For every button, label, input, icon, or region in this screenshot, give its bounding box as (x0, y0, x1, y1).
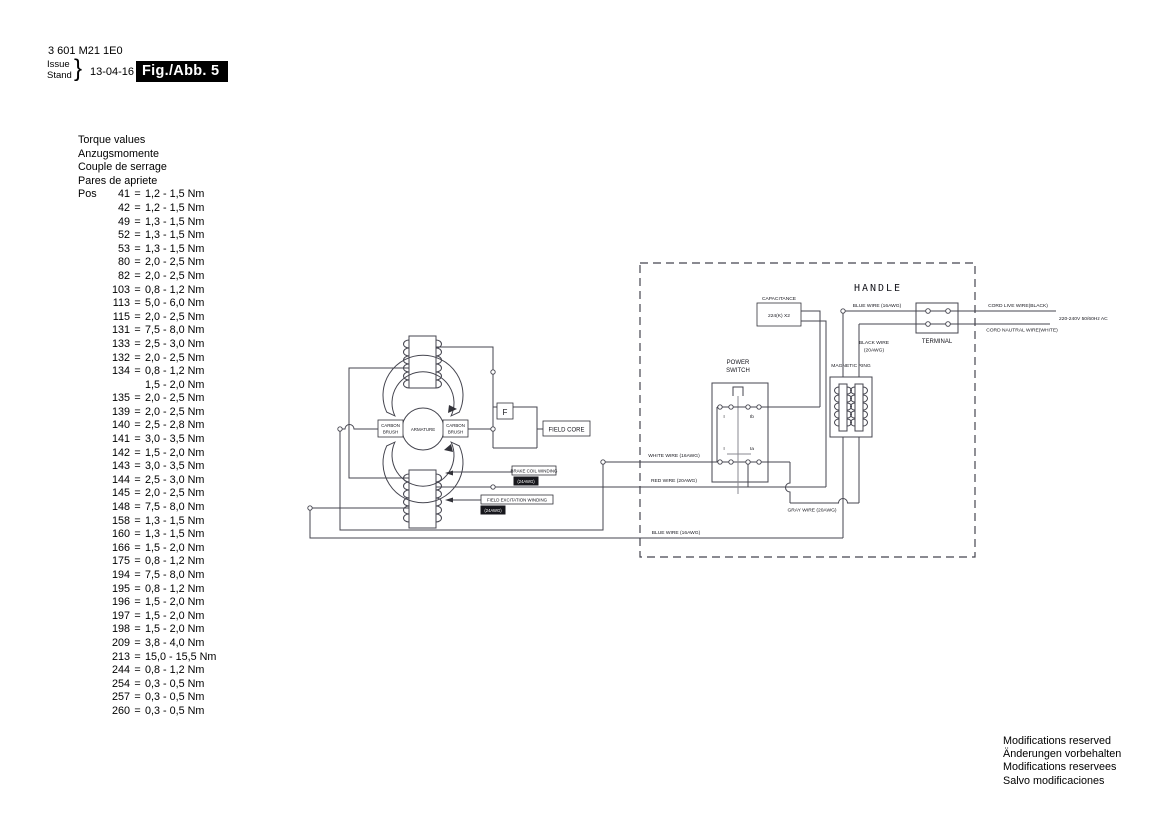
brace-glyph: } (74, 55, 83, 82)
svg-text:FIELD EXCITATION WINDING: FIELD EXCITATION WINDING (486, 497, 548, 503)
junction-nodes (308, 309, 845, 510)
torque-value: 1,3 - 1,5 Nm (145, 229, 205, 242)
torque-pos: 142 (111, 446, 130, 459)
torque-pos: 244 (111, 664, 130, 677)
brake-coil-winding-label (445, 466, 558, 485)
torque-value: 3,8 - 4,0 Nm (145, 636, 205, 649)
gray-wire-label: GRAY WIRE (20AWG) (787, 508, 837, 514)
black-wire-label-2: (20AWG) (863, 348, 885, 354)
terminal-label: TERMINAL (921, 339, 953, 345)
power-switch (712, 360, 820, 494)
torque-eq: = (134, 555, 141, 568)
torque-pos: 131 (111, 324, 130, 337)
torque-value: 2,0 - 2,5 Nm (145, 269, 205, 282)
torque-eq: = (134, 405, 141, 418)
torque-value: 5,0 - 6,0 Nm (145, 297, 205, 310)
svg-text:BRUSH: BRUSH (382, 429, 399, 435)
torque-value: 1,5 - 2,0 Nm (145, 378, 205, 391)
torque-pos: 145 (111, 487, 130, 500)
torque-value: 2,5 - 2,8 Nm (145, 419, 205, 432)
torque-eq: = (134, 704, 141, 717)
torque-value: 7,5 - 8,0 Nm (145, 501, 205, 514)
torque-value: 1,5 - 2,0 Nm (145, 609, 205, 622)
torque-eq: = (134, 664, 141, 677)
torque-value: 1,5 - 2,0 Nm (145, 446, 205, 459)
magnetic-ring (830, 311, 872, 437)
contact-label-tl: I (723, 415, 725, 420)
torque-pos: 195 (111, 582, 130, 595)
torque-pos: 41 (117, 188, 130, 201)
torque-pos: 139 (111, 405, 130, 418)
torque-eq: = (134, 650, 141, 663)
torque-title: Couple de serrage (78, 161, 167, 174)
red-wire-label: RED WIRE (20AWG) (650, 479, 698, 484)
torque-value: 7,5 - 8,0 Nm (145, 569, 205, 581)
modifications-line: Modifications reservees (1003, 761, 1117, 774)
torque-eq: = (134, 569, 141, 581)
torque-pos: 158 (111, 514, 130, 527)
torque-pos: 133 (111, 337, 130, 350)
torque-value: 1,5 - 2,0 Nm (145, 623, 205, 636)
svg-text:POWER: POWER (726, 360, 750, 366)
torque-value: 1,5 - 2,0 Nm (145, 541, 205, 554)
torque-pos: 160 (111, 528, 130, 541)
torque-eq: = (134, 609, 141, 622)
torque-pos: 148 (111, 501, 130, 514)
black-wire-label-1: BLACK WIRE (858, 341, 890, 346)
torque-pos: 115 (112, 310, 130, 323)
capacitance-value: 224(K) X2 (767, 314, 791, 319)
modifications-line: Salvo modificaciones (1003, 774, 1105, 787)
torque-value: 0,8 - 1,2 Nm (145, 664, 205, 677)
torque-pos: 132 (111, 351, 130, 364)
stand-label: Stand (47, 69, 72, 81)
torque-value: 7,5 - 8,0 Nm (145, 324, 205, 337)
svg-text:FIELD CORE: FIELD CORE (548, 427, 585, 434)
torque-pos: 49 (117, 215, 130, 228)
torque-value: 3,0 - 3,5 Nm (145, 460, 205, 473)
armature-label: ARMATURE (410, 427, 436, 432)
svg-text:CARBON: CARBON (446, 423, 465, 428)
torque-pos: 52 (117, 229, 130, 242)
svg-text:F: F (502, 408, 508, 417)
torque-value: 0,8 - 1,2 Nm (145, 582, 205, 595)
torque-eq: = (134, 541, 141, 554)
contact-label-br: Ia (749, 447, 755, 452)
torque-value: 1,2 - 1,5 Nm (145, 201, 205, 214)
blue-wire-bottom-label: BLUE WIRE (16AWG) (651, 531, 701, 536)
svg-text:BRUSH: BRUSH (447, 429, 464, 435)
torque-eq: = (134, 582, 141, 595)
field-excitation-winding-label (445, 495, 553, 514)
contact-label-bl: I (723, 447, 725, 452)
torque-eq: = (134, 269, 141, 282)
torque-value: 1,5 - 2,0 Nm (145, 596, 205, 609)
white-wire-label: WHITE WIRE (16AWG) (648, 454, 700, 459)
contact-label-tr: Ib (749, 415, 755, 420)
torque-pos: 53 (117, 242, 130, 255)
torque-pos: 166 (111, 541, 130, 554)
torque-pos: 143 (111, 460, 130, 473)
torque-eq: = (134, 337, 141, 350)
svg-text:CARBON: CARBON (381, 423, 400, 428)
torque-value: 1,2 - 1,5 Nm (145, 188, 205, 201)
svg-text:(24AWG): (24AWG) (517, 479, 535, 484)
torque-title: Anzugsmomente (78, 147, 160, 160)
torque-pos: 103 (111, 283, 130, 296)
pos-label: Pos (78, 188, 97, 201)
torque-pos: 42 (117, 201, 130, 214)
torque-title: Pares de apriete (78, 174, 158, 187)
torque-value: 1,3 - 1,5 Nm (145, 514, 205, 527)
torque-pos: 196 (111, 596, 130, 609)
torque-eq: = (134, 297, 141, 310)
svg-text:SWITCH: SWITCH (726, 368, 750, 374)
flux-arrow-bottom (444, 444, 453, 452)
torque-value: 3,0 - 3,5 Nm (145, 433, 205, 446)
torque-value: 2,0 - 2,5 Nm (145, 392, 205, 405)
torque-value: 2,0 - 2,5 Nm (145, 256, 205, 269)
torque-value: 1,3 - 1,5 Nm (145, 242, 205, 255)
torque-pos: 260 (111, 704, 130, 717)
torque-value: 0,3 - 0,5 Nm (145, 677, 205, 690)
torque-eq: = (134, 691, 141, 704)
modifications-notice (1003, 735, 1121, 788)
torque-pos: 257 (111, 691, 130, 704)
torque-eq: = (134, 460, 141, 473)
torque-value: 1,3 - 1,5 Nm (145, 528, 205, 541)
torque-pos: 209 (111, 636, 130, 649)
torque-value: 1,3 - 1,5 Nm (145, 215, 205, 228)
torque-pos: 113 (112, 297, 130, 310)
torque-eq: = (134, 501, 141, 514)
torque-eq: = (134, 324, 141, 337)
voltage-label: 220-240V 50/60Hz AC (1059, 317, 1108, 322)
cord-neutral-label: CORD NAUTRAL WIRE(WHITE) (986, 328, 1058, 334)
torque-eq: = (134, 433, 141, 446)
issue-date: 13-04-16 (90, 66, 135, 78)
handle-label: HANDLE (853, 283, 903, 294)
issue-label: Issue (47, 59, 70, 70)
top-field-coil (404, 336, 442, 388)
torque-eq: = (134, 188, 141, 201)
torque-eq: = (134, 229, 141, 242)
cord-live-label: CORD LIVE WIRE(BLACK) (988, 304, 1048, 309)
torque-pos: 82 (117, 269, 130, 282)
bottom-field-coil (404, 470, 442, 528)
torque-value: 0,8 - 1,2 Nm (145, 555, 205, 568)
torque-eq: = (134, 256, 141, 269)
part-number: 3 601 M21 1E0 (48, 45, 123, 57)
terminal-block (843, 303, 1056, 345)
blue-wire-top-label: BLUE WIRE (16AWG) (852, 304, 902, 309)
torque-value: 2,0 - 2,5 Nm (145, 351, 205, 364)
torque-eq: = (134, 596, 141, 609)
capacitance-label: CAPACITANCE (761, 297, 797, 302)
torque-eq: = (134, 242, 141, 255)
torque-eq: = (134, 473, 141, 486)
torque-value: 0,8 - 1,2 Nm (145, 283, 205, 296)
torque-eq: = (134, 419, 141, 432)
figure-label: Fig./Abb. 5 (136, 61, 228, 82)
torque-eq: = (134, 528, 141, 541)
torque-eq: = (134, 201, 141, 214)
modifications-line: Modifications reserved (1003, 735, 1112, 747)
svg-text:BRAKE COIL WINDING: BRAKE COIL WINDING (510, 468, 558, 474)
torque-eq: = (134, 487, 141, 500)
torque-value: 0,3 - 0,5 Nm (145, 704, 205, 717)
torque-eq: = (134, 283, 141, 296)
torque-pos: 197 (111, 609, 130, 622)
field-core-labels (497, 403, 590, 436)
torque-value: 2,5 - 3,0 Nm (145, 337, 205, 350)
torque-eq: = (134, 514, 141, 527)
torque-eq: = (134, 636, 141, 649)
torque-pos: 141 (111, 433, 130, 446)
torque-pos: 213 (111, 650, 130, 663)
torque-eq: = (134, 446, 141, 459)
torque-value: 0,3 - 0,5 Nm (145, 691, 205, 704)
capacitance (757, 296, 826, 487)
torque-pos: 144 (111, 473, 130, 486)
svg-text:(24AWG): (24AWG) (484, 508, 502, 513)
torque-value: 0,8 - 1,2 Nm (145, 365, 205, 378)
torque-eq: = (134, 215, 141, 228)
torque-pos: 134 (111, 365, 130, 378)
torque-eq: = (134, 310, 141, 323)
torque-eq: = (134, 365, 141, 378)
torque-value: 2,5 - 3,0 Nm (145, 473, 205, 486)
modifications-line: Änderungen vorbehalten (1003, 748, 1122, 761)
torque-pos: 140 (111, 419, 130, 432)
torque-eq: = (134, 351, 141, 364)
torque-pos: 198 (111, 623, 130, 636)
torque-title: Torque values (78, 134, 146, 146)
gray-wire-routing (786, 437, 860, 503)
torque-pos: 254 (111, 677, 130, 690)
torque-pos: 80 (117, 256, 130, 269)
torque-value: 15,0 - 15,5 Nm (145, 650, 217, 663)
torque-eq: = (134, 392, 141, 405)
torque-pos: 194 (111, 569, 130, 581)
torque-value: 2,0 - 2,5 Nm (145, 310, 205, 323)
torque-value: 2,0 - 2,5 Nm (145, 405, 205, 418)
magnetic-ring-label: MAGNETIC RING (831, 364, 871, 369)
torque-pos: 135 (111, 392, 130, 405)
motor-wiring (310, 347, 843, 538)
torque-eq: = (134, 677, 141, 690)
torque-pos: 175 (111, 555, 130, 568)
torque-value: 2,0 - 2,5 Nm (145, 487, 205, 500)
torque-eq: = (134, 623, 141, 636)
